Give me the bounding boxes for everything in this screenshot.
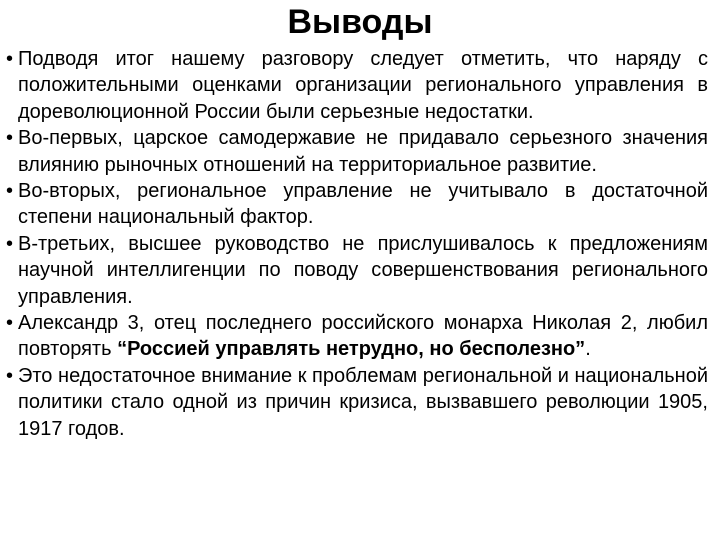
bullet-marker: •: [6, 232, 14, 255]
bullet-item: [6, 310, 708, 363]
bullet-text: Во-первых, царское самодержавие не придавало серьезного значения влиянию рыночных отношений на территориальное развитие.: [18, 127, 708, 176]
bullet-text: [18, 310, 708, 363]
bullet-text-plain: Александр 3, отец последнего российского монарха Николая 2, любил повторять: [18, 312, 708, 361]
slide-content: [6, 46, 708, 442]
bullet-marker: •: [6, 127, 14, 150]
bullet-marker: •: [6, 48, 14, 70]
bullet-text: В-третьих, высшее руководство не прислушивалось к предложениям научной интеллигенции по поводу совершенствования регионального управления.: [18, 232, 708, 308]
bullet-marker: •: [6, 312, 14, 335]
bullet-item: [6, 231, 708, 310]
bullet-text: Подводя итог нашему разговору следует отметить, что наряду с положительными оценками организации регионального управления в дореволюционной России были серьезные недостатки.: [18, 48, 708, 123]
bullet-item: [6, 46, 708, 125]
bullet-item: [6, 363, 708, 442]
bullet-item: [6, 125, 708, 178]
bullet-marker: •: [6, 364, 14, 387]
slide-title: Выводы: [287, 3, 433, 41]
bullet-item: [6, 178, 708, 231]
bullet-text-end: .: [585, 338, 591, 361]
bullet-text: Во-вторых, региональное управление не учитывало в достаточной степени национальный фактор.: [18, 180, 708, 229]
bullet-marker: •: [6, 180, 14, 203]
bullet-text: Это недостаточное внимание к проблемам региональной и национальной политики стало одной из причин кризиса, вызвавшего революции 1905, 1917 годов.: [18, 364, 708, 440]
quote-text: “Россией управлять нетрудно, но бесполезно”: [117, 338, 586, 361]
